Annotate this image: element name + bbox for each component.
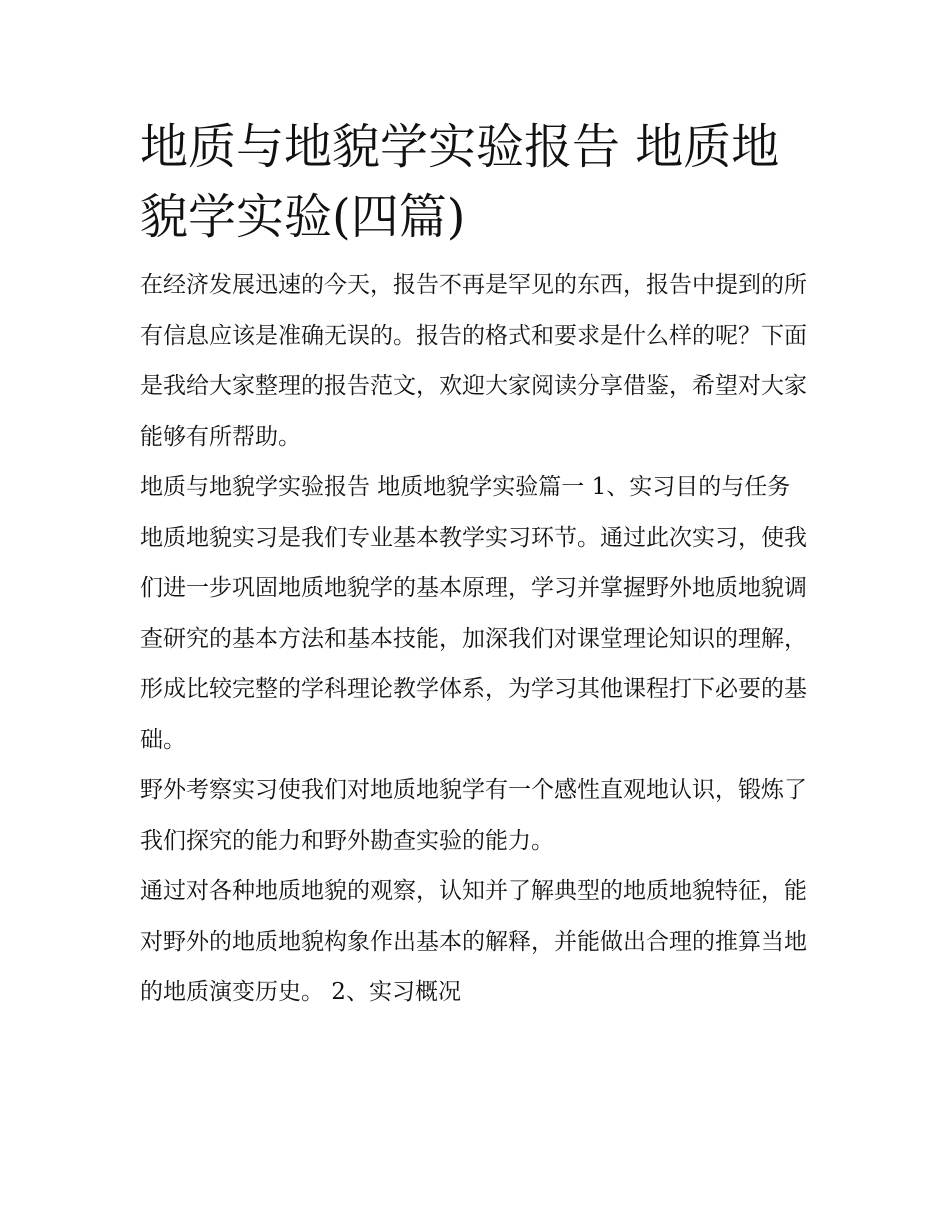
body-paragraph-observation: 通过对各种地质地貌的观察，认知并了解典型的地质地貌特征，能对野外的地质地貌构象作出基本的解释，并能做出合理的推算当地的地质演变历史。 2、实习概况 xyxy=(140,878,807,1005)
body-paragraph-purpose: 地质地貌实习是我们专业基本教学实习环节。通过此次实习，使我们进一步巩固地质地貌学的基本原理，学习并掌握野外地质地貌调查研究的基本方法和基本技能，加深我们对课堂理论知识的理解，形成比较完整的学科理论教学体系，为学习其他课程打下必要的基础。 xyxy=(140,524,807,753)
document-body xyxy=(140,112,815,1018)
document-title: 地质与地貌学实验报告 地质地貌学实验(四篇) xyxy=(140,119,780,245)
body-paragraph-fieldwork: 野外考察实习使我们对地质地貌学有一个感性直观地认识，锻炼了我们探究的能力和野外勘查实验的能力。 xyxy=(140,777,807,854)
intro-paragraph: 在经济发展迅速的今天，报告不再是罕见的东西，报告中提到的所有信息应该是准确无误的。报告的格式和要求是什么样的呢？下面是我给大家整理的报告范文，欢迎大家阅读分享借鉴，希望对大家能够有所帮助。 xyxy=(140,272,807,450)
section-heading-paragraph: 地质与地貌学实验报告 地质地貌学实验篇一 1、实习目的与任务 xyxy=(140,474,791,500)
